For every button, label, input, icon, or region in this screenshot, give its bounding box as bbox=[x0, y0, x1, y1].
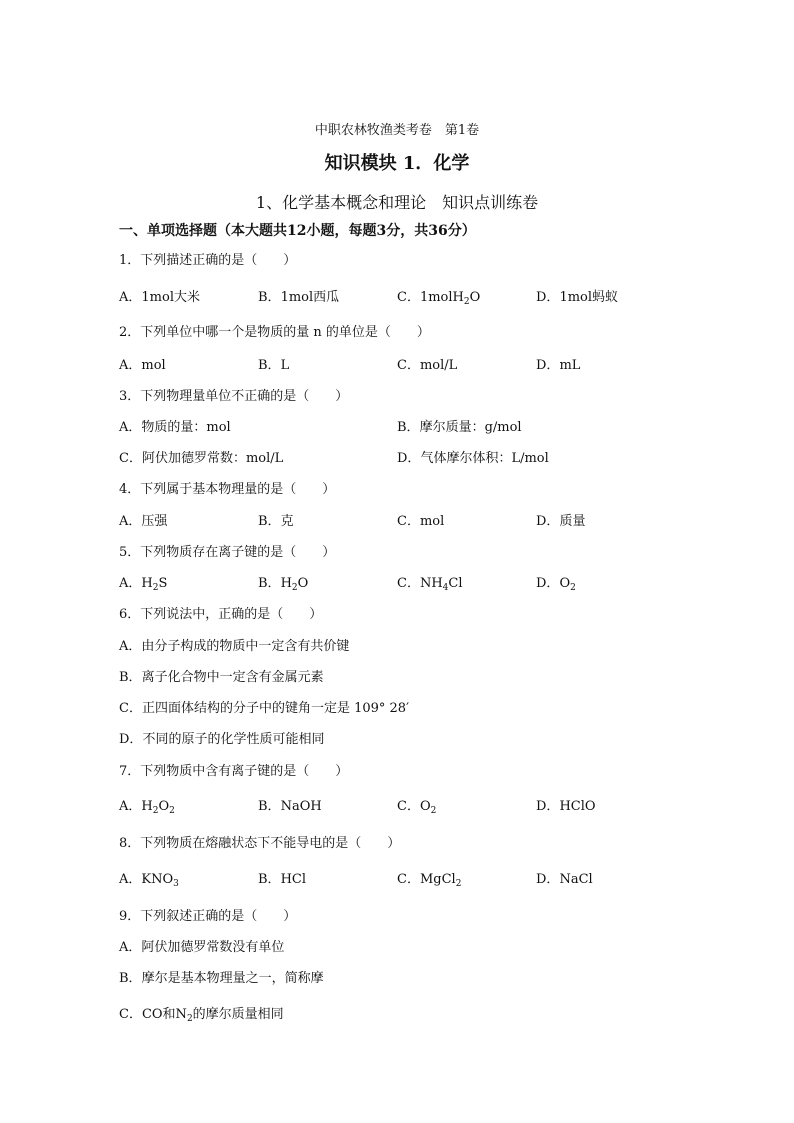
question-stem: 1．下列描述正确的是（ ） bbox=[119, 253, 297, 268]
option-a: A．$H_2S$ bbox=[119, 576, 168, 593]
option-a: A．压强 bbox=[119, 514, 168, 529]
option-c: C．1molH$_2$O bbox=[397, 290, 481, 307]
option-a: A．由分子构成的物质中一定含有共价键 bbox=[119, 639, 350, 654]
option-b: B．离子化合物中一定含有金属元素 bbox=[119, 670, 324, 685]
option-b: B．克 bbox=[258, 514, 294, 529]
option-d: D．气体摩尔体积：L/mol bbox=[397, 451, 549, 466]
option-c: C．MgCl$_2$ bbox=[397, 872, 462, 889]
option-b: B．摩尔是基本物理量之一，简称摩 bbox=[119, 971, 324, 986]
question-stem: 7．下列物质中含有离子键的是（ ） bbox=[119, 764, 349, 779]
option-b: B．L bbox=[258, 358, 290, 373]
question-stem: 3．下列物理量单位不正确的是（ ） bbox=[119, 389, 349, 404]
option-a: A．$H_2O_2$ bbox=[119, 799, 175, 816]
question-stem: 9．下列叙述正确的是（ ） bbox=[119, 909, 297, 924]
option-b: B．摩尔质量：g/mol bbox=[397, 420, 522, 435]
question-stem: 4．下列属于基本物理量的是（ ） bbox=[119, 482, 336, 497]
option-a: A．阿伏加德罗常数没有单位 bbox=[119, 940, 285, 955]
question-stem: 5．下列物质存在离子键的是（ ） bbox=[119, 545, 336, 560]
option-d: D．质量 bbox=[536, 514, 586, 529]
option-c: C．正四面体结构的分子中的键角一定是 109° 28′ bbox=[119, 701, 410, 716]
subtitle: 1、化学基本概念和理论 知识点训练卷 bbox=[255, 193, 539, 212]
option-b: B．NaOH bbox=[258, 799, 322, 814]
option-b: B．1mol西瓜 bbox=[258, 290, 340, 305]
option-d: D．1mol蚂蚁 bbox=[536, 290, 619, 305]
option-c: C．CO和$N_2$的摩尔质量相同 bbox=[119, 1007, 284, 1024]
option-d: D．mL bbox=[536, 358, 581, 373]
exam-title: 中职农林牧渔类考卷 第1卷 bbox=[314, 123, 480, 138]
option-b: B．HCl bbox=[258, 872, 307, 887]
option-a: A．1mol大米 bbox=[119, 290, 200, 305]
option-a: A．mol bbox=[119, 358, 166, 373]
option-c: C．$NH_4Cl$ bbox=[397, 576, 463, 593]
option-d: D．HClO bbox=[536, 799, 596, 814]
module-title: 知识模块 1．化学 bbox=[324, 153, 470, 174]
option-a: A．$KNO_3$ bbox=[119, 872, 179, 889]
option-c: C．$O_2$ bbox=[397, 799, 437, 816]
option-d: D．NaCl bbox=[536, 872, 593, 887]
option-a: A．物质的量：mol bbox=[119, 420, 231, 435]
question-stem: 2．下列单位中哪一个是物质的量 n 的单位是（ ） bbox=[119, 325, 430, 340]
option-c: C．mol bbox=[397, 514, 445, 529]
option-d: D．$O_2$ bbox=[536, 576, 576, 593]
option-d: D．不同的原子的化学性质可能相同 bbox=[119, 732, 325, 747]
option-c: C．阿伏加德罗常数：mol/L bbox=[119, 451, 284, 466]
section-title: 一、单项选择题（本大题共12小题，每题3分，共36分） bbox=[119, 223, 476, 239]
question-stem: 6．下列说法中，正确的是（ ） bbox=[119, 607, 323, 622]
option-c: C．mol/L bbox=[397, 358, 458, 373]
question-stem: 8．下列物质在熔融状态下不能导电的是（ ） bbox=[119, 836, 401, 851]
option-b: B．$H_2O$ bbox=[258, 576, 309, 593]
